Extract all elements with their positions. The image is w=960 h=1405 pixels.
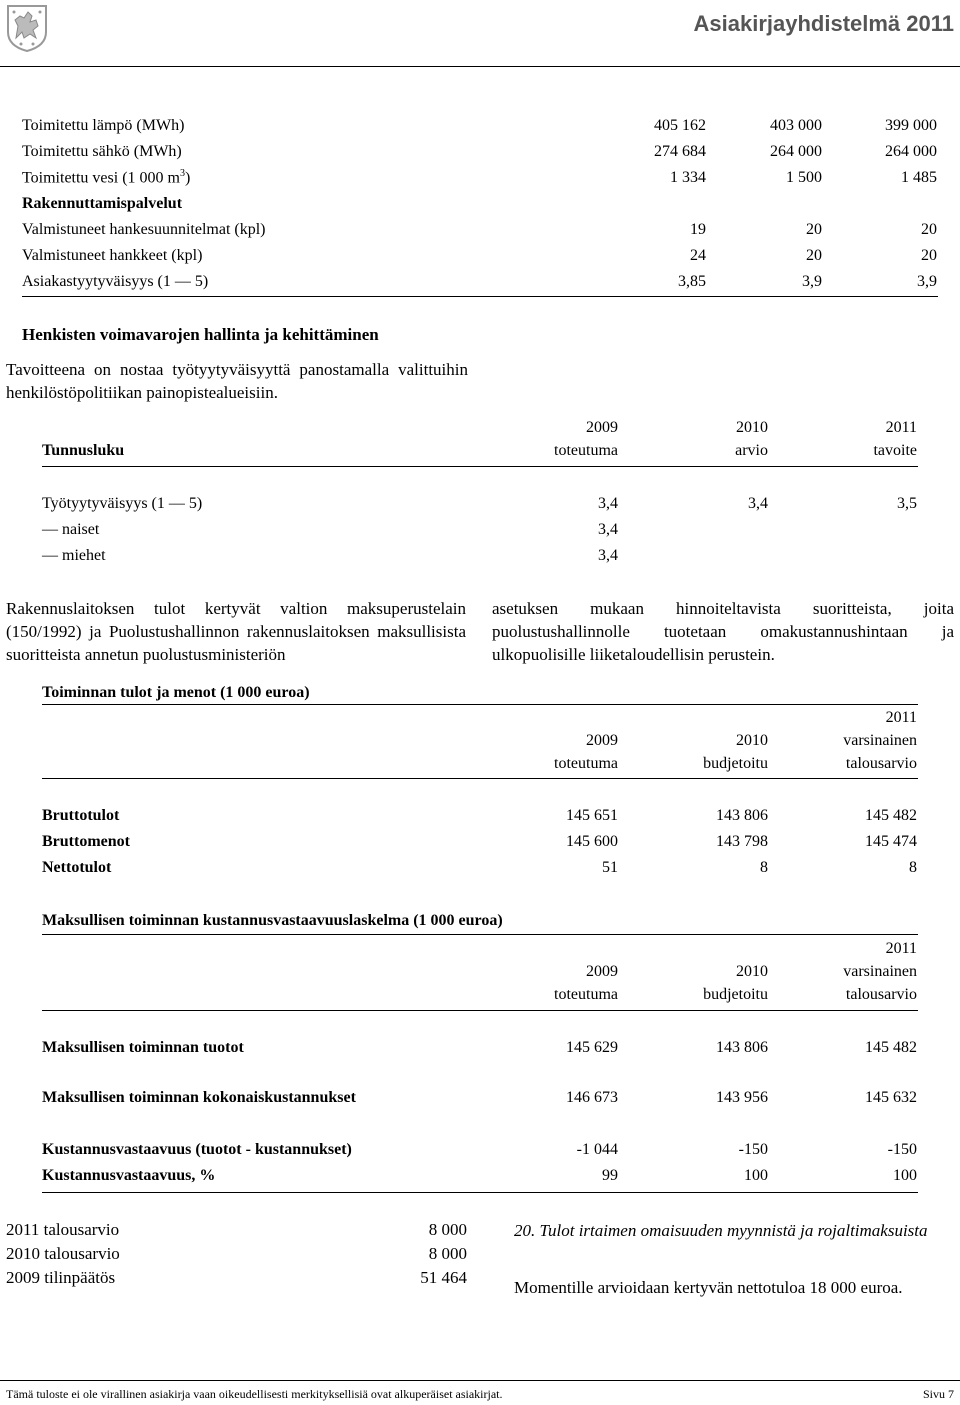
row-label: Asiakastyytyväisyys (1 — 5) (22, 273, 209, 290)
value-2010: 3,4 (748, 495, 768, 512)
year-2010: 2010 (736, 732, 768, 749)
value-2011: 20 (921, 221, 937, 238)
year-2011: 2011 (885, 419, 917, 436)
column-header: varsinainen (843, 732, 917, 749)
year-2009: 2009 (586, 963, 618, 980)
header-rule (42, 466, 918, 467)
table-row (0, 546, 960, 566)
title-rule (42, 704, 918, 705)
row-label: Nettotulot (42, 859, 112, 876)
value-2010: 100 (744, 1167, 768, 1184)
value-2010: 143 806 (716, 1039, 768, 1056)
table-header (0, 441, 960, 461)
year-2011: 2011 (885, 940, 917, 957)
budget-value: 51 464 (420, 1268, 467, 1287)
income-text-left: Rakennuslaitoksen tulot kertyvät valtion maksuperustelain (150/1992) ja Puolustushallinnon rakennuslaitoksen maksullisista suoritteista annetun puolustusministeriön (6, 599, 466, 664)
value-2011: 145 474 (865, 833, 917, 850)
table-row (0, 116, 960, 136)
value-2009: 19 (690, 221, 706, 238)
value-2011: 145 482 (865, 807, 917, 824)
value-2010: 8 (760, 859, 768, 876)
year-2009: 2009 (586, 732, 618, 749)
header-divider (0, 66, 960, 67)
table-header-row (0, 754, 960, 774)
footer-disclaimer: Tämä tuloste ei ole virallinen asiakirja vaan oikeudellisesti merkityksellisiä ovat alkuperäiset asiakirjat. (6, 1387, 503, 1401)
row-label: Työtyytyväisyys (1 — 5) (42, 495, 203, 512)
value-2011: 3,9 (917, 273, 937, 290)
value-2011: 20 (921, 247, 937, 264)
table-row (0, 494, 960, 514)
value-2009: 405 162 (654, 117, 706, 134)
column-header: budjetoitu (703, 755, 768, 772)
row-label: Kustannusvastaavuus (tuotot - kustannukset) (42, 1141, 352, 1158)
footer-divider (0, 1380, 960, 1381)
value-2011: 264 000 (885, 143, 937, 160)
value-2011: 1 485 (901, 169, 937, 186)
table-row (0, 1166, 960, 1186)
table-row (0, 520, 960, 540)
column-header-label: Tunnusluku (42, 442, 125, 459)
budget-label: 2011 talousarvio (6, 1220, 120, 1239)
value-2009: 274 684 (654, 143, 706, 160)
row-label: — naiset (42, 521, 100, 538)
value-2010: 143 806 (716, 807, 768, 824)
column-header: toteutuma (554, 986, 618, 1003)
column-header: talousarvio (845, 986, 917, 1003)
column-header: arvio (735, 442, 768, 459)
value-2009: 1 334 (670, 169, 706, 186)
value-2009: 99 (602, 1167, 618, 1184)
value-2010: 1 500 (786, 169, 822, 186)
title-rule (42, 934, 918, 935)
table-row (0, 272, 960, 292)
value-2009: 3,4 (598, 521, 618, 538)
moment-text: Momentille arvioidaan kertyvän nettotuloa 18 000 euroa. (514, 1278, 903, 1297)
value-2011: 100 (893, 1167, 917, 1184)
value-2011: -150 (887, 1141, 917, 1158)
table-header-row (0, 731, 960, 751)
year-2009: 2009 (586, 419, 618, 436)
table-row (0, 858, 960, 878)
value-2009: 145 629 (566, 1039, 618, 1056)
year-2011: 2011 (885, 709, 917, 726)
value-2011: 145 632 (865, 1089, 917, 1106)
budget-value: 8 000 (428, 1220, 467, 1239)
value-2010: 20 (806, 247, 822, 264)
table-header-row (0, 962, 960, 982)
row-label: Maksullisen toiminnan kokonaiskustannukset (42, 1089, 356, 1106)
row-label: Valmistuneet hankesuunnitelmat (kpl) (22, 221, 266, 238)
table-bottom-rule (22, 296, 938, 297)
row-label: Toimitettu vesi (1 000 $m^3$) (22, 168, 191, 187)
table-row (0, 246, 960, 266)
table-row (0, 806, 960, 826)
row-label: Valmistuneet hankkeet (kpl) (22, 247, 203, 264)
column-header: budjetoitu (703, 986, 768, 1003)
table-title: Toiminnan tulot ja menot (1 000 euroa) (42, 684, 310, 701)
value-2009: 145 651 (566, 807, 618, 824)
value-2009: 3,85 (678, 273, 706, 290)
table-row (0, 220, 960, 240)
row-label: Toimitettu sähkö (MWh) (22, 143, 182, 160)
value-2010: 264 000 (770, 143, 822, 160)
row-label: Kustannusvastaavuus, % (42, 1167, 216, 1184)
value-2009: -1 044 (576, 1141, 618, 1158)
page-number: Sivu 7 (922, 1387, 954, 1401)
value-2011: 145 482 (865, 1039, 917, 1056)
table-row (0, 1088, 960, 1108)
column-header: toteutuma (554, 755, 618, 772)
document-title: Asiakirjayhdistelmä 2011 (693, 11, 954, 36)
table-row (0, 142, 960, 162)
column-header: talousarvio (845, 755, 917, 772)
value-2011: 3,5 (897, 495, 917, 512)
table-row (0, 1140, 960, 1160)
value-2009: 3,4 (598, 495, 618, 512)
budget-label: 2009 tilinpäätös (6, 1268, 116, 1287)
income-text-right: asetuksen mukaan hinnoiteltavista suoritteista, joita puolustushallinnolle tuotetaan omakustannushintaan ja ulkopuolisille liiketaloudellisin perustein. (492, 599, 954, 664)
row-label: Toimitettu lämpö (MWh) (22, 117, 185, 134)
value-2011: 399 000 (885, 117, 937, 134)
table-row (0, 1038, 960, 1058)
section-description: Tavoitteena on nostaa työtyytyväisyyttä panostamalla valittuihin henkilöstöpolitiikan painopistealueisiin. (6, 360, 468, 402)
value-2010: 403 000 (770, 117, 822, 134)
header-rule (42, 778, 918, 779)
row-label: — miehet (42, 547, 106, 564)
value-2010: 143 798 (716, 833, 768, 850)
column-header: toteutuma (554, 442, 618, 459)
value-2009: 145 600 (566, 833, 618, 850)
row-label: Maksullisen toiminnan tuotot (42, 1039, 244, 1056)
table-title: Maksullisen toiminnan kustannusvastaavuuslaskelma (1 000 euroa) (42, 912, 503, 929)
section-heading: Henkisten voimavarojen hallinta ja kehittäminen (22, 325, 379, 344)
table-bottom-rule (42, 1192, 918, 1193)
header-rule (42, 1010, 918, 1011)
table-header-years (0, 418, 960, 438)
budget-label: 2010 talousarvio (6, 1244, 120, 1263)
coat-of-arms-lion-icon (6, 4, 48, 52)
year-2010: 2010 (736, 419, 768, 436)
value-2009: 3,4 (598, 547, 618, 564)
moment-heading: 20. Tulot irtaimen omaisuuden myynnistä ja rojaltimaksuista (514, 1221, 928, 1240)
table-header-row (0, 985, 960, 1005)
column-header: tavoite (873, 442, 917, 459)
row-label: Bruttomenot (42, 833, 130, 850)
section-label: Rakennuttamispalvelut (22, 195, 183, 212)
value-2010: 20 (806, 221, 822, 238)
value-2009: 146 673 (566, 1089, 618, 1106)
table-row (0, 168, 960, 188)
table-header-row (0, 708, 960, 728)
value-2010: 3,9 (802, 273, 822, 290)
table-section-row (0, 194, 960, 214)
value-2011: 8 (909, 859, 917, 876)
table-row (0, 832, 960, 852)
value-2010: 143 956 (716, 1089, 768, 1106)
year-2010: 2010 (736, 963, 768, 980)
value-2010: -150 (738, 1141, 768, 1158)
value-2009: 51 (602, 859, 618, 876)
table-header-row (0, 939, 960, 959)
value-2009: 24 (690, 247, 706, 264)
column-header: varsinainen (843, 963, 917, 980)
row-label: Bruttotulot (42, 807, 120, 824)
budget-value: 8 000 (428, 1244, 467, 1263)
